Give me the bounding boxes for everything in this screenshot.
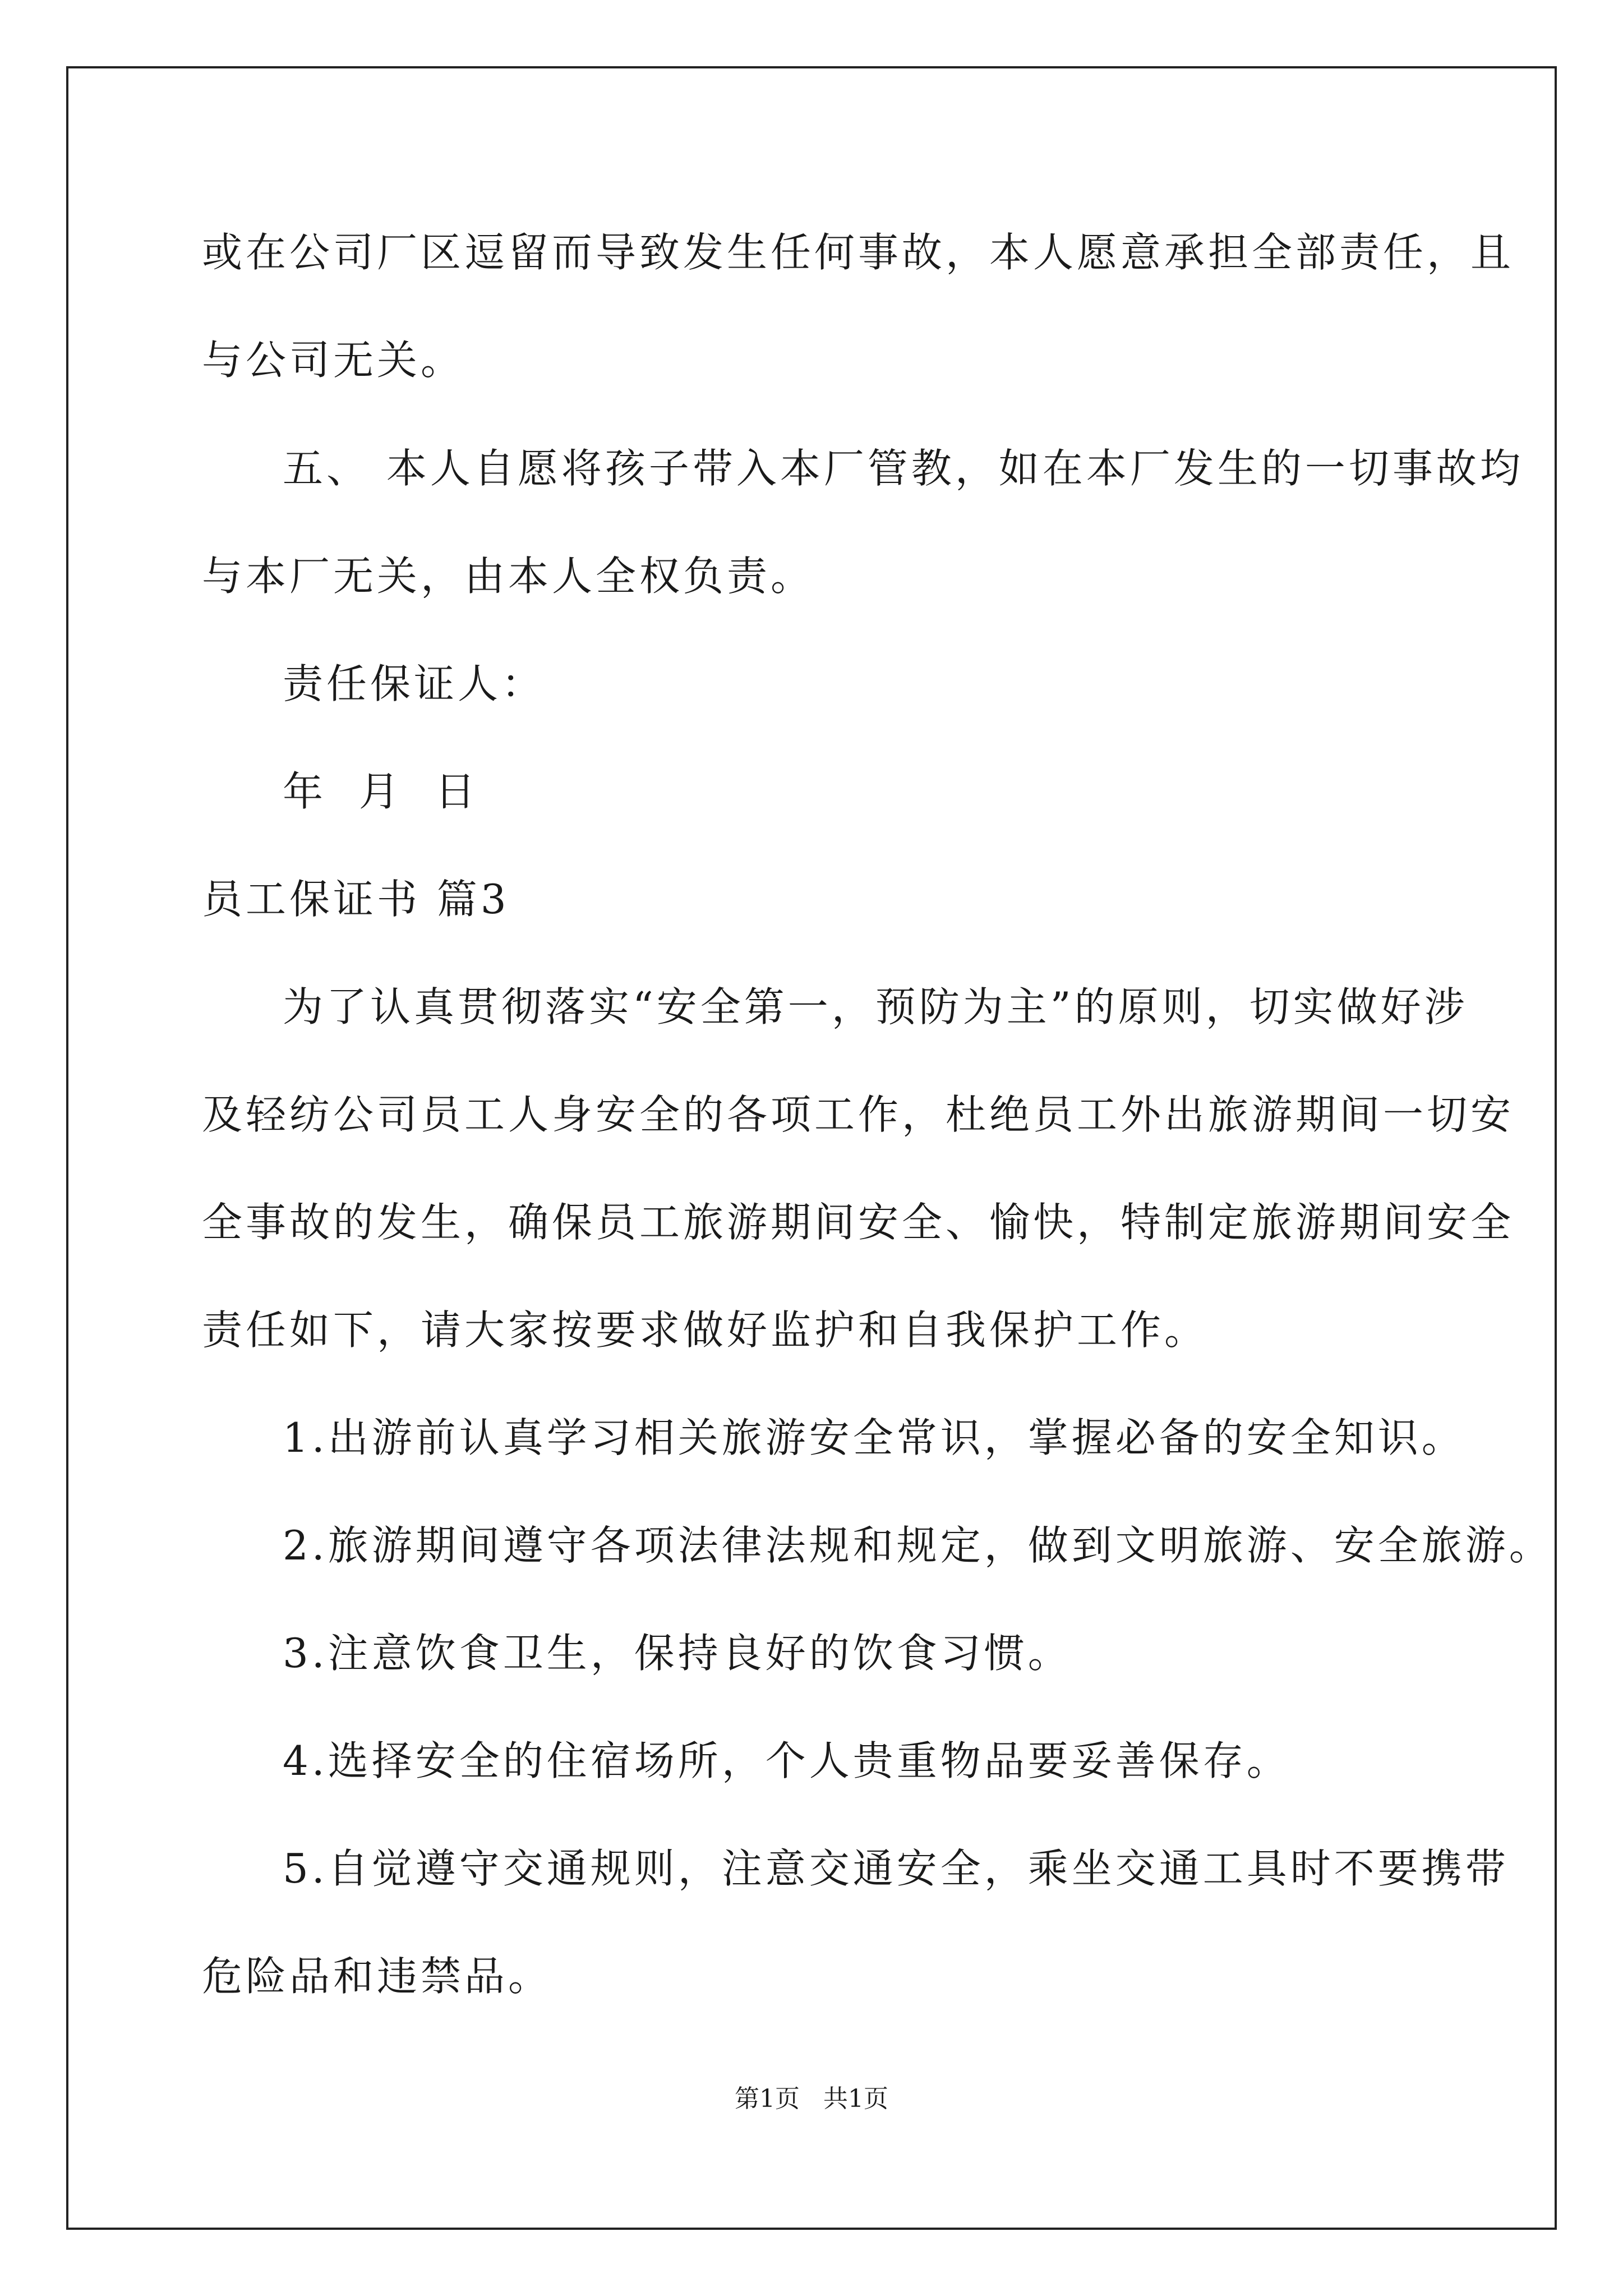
- list-item: 2.旅游期间遵守各项法律法规和规定，做到文明旅游、安全旅游。: [283, 1522, 1553, 1569]
- list-item: 5.自觉遵守交通规则，注意交通安全，乘坐交通工具时不要携带: [283, 1845, 1509, 1892]
- page-border: [66, 66, 1557, 2230]
- list-item: 1.出游前认真学习相关旅游安全常识，掌握必备的安全知识。: [283, 1414, 1465, 1461]
- date-line: 年 月 日: [283, 768, 479, 815]
- paragraph-line: 责任如下，请大家按要求做好监护和自我保护工作。: [202, 1306, 1209, 1354]
- paragraph-line: 及轻纺公司员工人身安全的各项工作，杜绝员工外出旅游期间一切安: [202, 1091, 1515, 1138]
- paragraph-line: 或在公司厂区逗留而导致发生任何事故，本人愿意承担全部责任，且: [202, 229, 1515, 276]
- signature-label: 责任保证人：: [283, 660, 546, 707]
- page-footer: 第1页 共1页: [735, 2085, 888, 2113]
- paragraph-line: 全事故的发生，确保员工旅游期间安全、愉快，特制定旅游期间安全: [202, 1199, 1515, 1246]
- paragraph-line: 危险品和违禁品。: [202, 1953, 552, 2000]
- list-item: 3.注意饮食卫生，保持良好的饮食习惯。: [283, 1630, 1072, 1677]
- section-heading: 员工保证书 篇3: [202, 876, 510, 923]
- paragraph-line: 与公司无关。: [202, 337, 465, 384]
- paragraph-line: 为了认真贯彻落实“安全第一，预防为主”的原则，切实做好涉: [283, 983, 1468, 1030]
- list-item: 4.选择安全的住宿场所，个人贵重物品要妥善保存。: [283, 1737, 1290, 1784]
- paragraph-line: 与本厂无关，由本人全权负责。: [202, 553, 815, 600]
- paragraph-line: 五、 本人自愿将孩子带入本厂管教，如在本厂发生的一切事故均: [283, 445, 1524, 492]
